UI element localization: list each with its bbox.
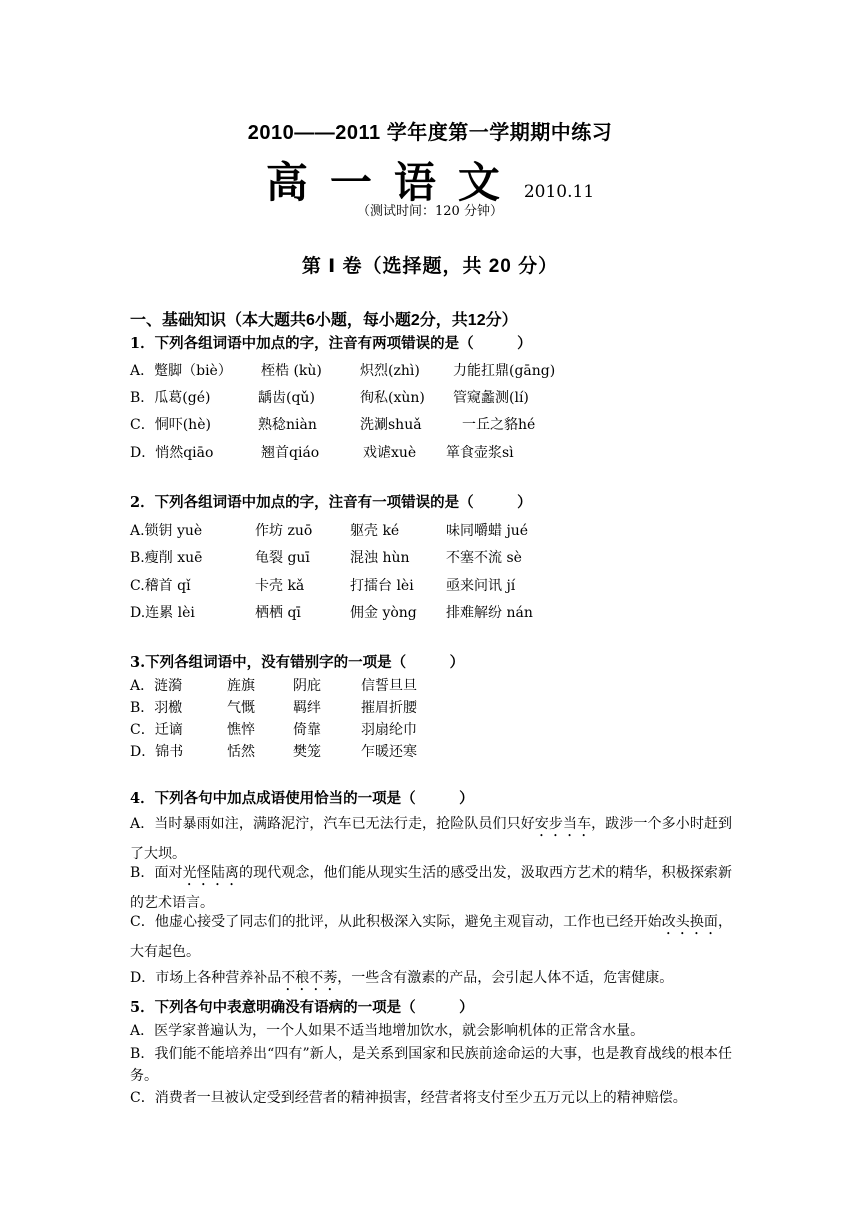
q3-option-b-3: 羁绊 [293,700,321,716]
q2-option-b-3: 混浊 hùn [350,550,410,566]
q3-option-a-2: 旌旗 [227,678,255,694]
q2-option-b-4: 不塞不流 sè [446,550,522,566]
idiom-emphasis: 光怪陆离 [182,865,239,881]
q3-option-d-4: 乍暖还寒 [361,744,417,760]
q2-option-c-3: 打擂台 lèi [350,578,414,594]
question-1-stem: 1．下列各组词语中加点的字，注音有两项错误的是（ ） [130,335,532,352]
q2-option-d-3: 佣金 yòng [350,605,417,621]
q5-option-b: B．我们能不能培养出“四有”新人，是关系到国家和民族前途命运的大事，也是教育战线的根本任务。 [130,1046,732,1084]
q3-option-b-1: B．羽檄 [130,700,183,716]
q5-option-c: C．消费者一旦被认定受到经营者的精神损害，经营者将支付至少五万元以上的精神赔偿。 [130,1090,687,1106]
q5-option-a: A．医学家普遍认为，一个人如果不适当地增加饮水，就会影响机体的正常含水量。 [130,1023,645,1039]
q3-option-c-4: 羽扇纶巾 [361,722,417,738]
part-heading: 一、基础知识（本大题共6小题，每小题2分，共12分） [130,312,518,329]
q1-option-b-2: 龋齿(qǔ) [258,390,315,406]
idiom-emphasis: 安步当车 [534,816,592,832]
q1-option-c-4: 一丘之貉hé [462,417,536,433]
q3-option-b-2: 气慨 [227,700,255,716]
exam-date: 2010.11 [523,182,595,202]
q2-option-a-4: 味同嚼蜡 jué [446,523,529,539]
q1-option-a-1: A．蹩脚（biè） [130,363,232,379]
q1-option-b-3: 徇私(xùn) [360,390,425,406]
q4-option-c: C．他虚心接受了同志们的批评，从此积极深入实际，避免主观盲动，工作也已经开始改头换面，大有起色。 [130,914,732,960]
question-4-stem: 4．下列各句中加点成语使用恰当的一项是（ ） [130,790,474,807]
q3-option-c-1: C．迁谪 [130,722,183,738]
q1-option-b-1: B．瓜葛(gé) [130,390,211,406]
subject-title: 高一语文 [265,159,522,206]
q2-option-d-2: 栖栖 qī [255,605,301,621]
q3-option-d-2: 恬然 [227,744,255,760]
q2-option-d-4: 排难解纷 nán [446,605,533,621]
q1-option-d-2: 翘首qiáo [261,445,320,461]
q2-option-c-4: 亟来问讯 jí [446,578,516,594]
q1-option-a-2: 桎梏 (kù) [261,363,322,379]
q3-option-c-2: 憔悴 [227,722,255,738]
q4-option-a: A．当时暴雨如注，满路泥泞，汽车已无法行走，抢险队员们只好安步当车，跋涉一个多小时赶到了大坝。 [130,816,733,862]
q3-option-d-3: 樊笼 [293,744,321,760]
q3-option-a-3: 阴庇 [293,678,321,694]
q4-option-d: D．市场上各种营养补品不稂不莠，一些含有激素的产品，会引起人体不适，危害健康。 [130,970,674,986]
q1-option-c-2: 熟稔niàn [258,417,317,433]
q1-option-d-3: 戏谑xuè [363,445,417,461]
idiom-emphasis: 改头换面 [661,914,718,930]
q2-option-c-1: C.稽首 qǐ [130,578,191,594]
q2-option-b-2: 龟裂 guī [255,550,310,566]
exam-title: 2010——2011 学年度第一学期期中练习 [247,122,613,144]
q2-option-d-1: D.连累 lèi [130,605,195,621]
section-header: 第 Ⅰ 卷（选择题，共 20 分） [301,256,559,277]
q1-option-d-4: 箪食壶浆sì [446,445,514,461]
question-3-stem: 3.下列各组词语中，没有错别字的一项是（ ） [130,654,465,671]
q3-option-b-4: 摧眉折腰 [361,700,417,716]
question-5-stem: 5．下列各句中表意明确没有语病的一项是（ ） [130,999,474,1016]
q1-option-b-4: 管窥蠡测(lí) [453,390,529,406]
idiom-emphasis: 不稂不莠 [281,970,338,986]
q1-option-a-3: 炽烈(zhì) [360,363,420,379]
q2-option-a-1: A.锁钥 yuè [130,523,203,539]
q4-option-b: B．面对光怪陆离的现代观念，他们能从现实生活的感受出发，汲取西方艺术的精华，积极探索新的艺术语言。 [130,865,732,911]
q2-option-a-3: 躯壳 ké [350,523,400,539]
q3-option-d-1: D．锦书 [130,744,184,760]
q2-option-c-2: 卡壳 kǎ [255,578,305,594]
q1-option-c-1: C．恫吓(hè) [130,417,211,433]
q1-option-c-3: 洗涮shuǎ [360,417,422,433]
q3-option-a-4: 信誓旦旦 [361,678,417,694]
test-time: （测试时间：120 分钟） [357,204,503,219]
q3-option-a-1: A．涟漪 [130,678,183,694]
q1-option-d-1: D．悄然qiāo [130,445,214,461]
q2-option-a-2: 作坊 zuō [255,523,313,539]
question-2-stem: 2．下列各组词语中加点的字，注音有一项错误的是（ ） [130,494,532,511]
q2-option-b-1: B.瘦削 xuē [130,550,203,566]
q1-option-a-4: 力能扛鼎(gāng) [453,363,556,379]
q3-option-c-3: 倚靠 [293,722,321,738]
